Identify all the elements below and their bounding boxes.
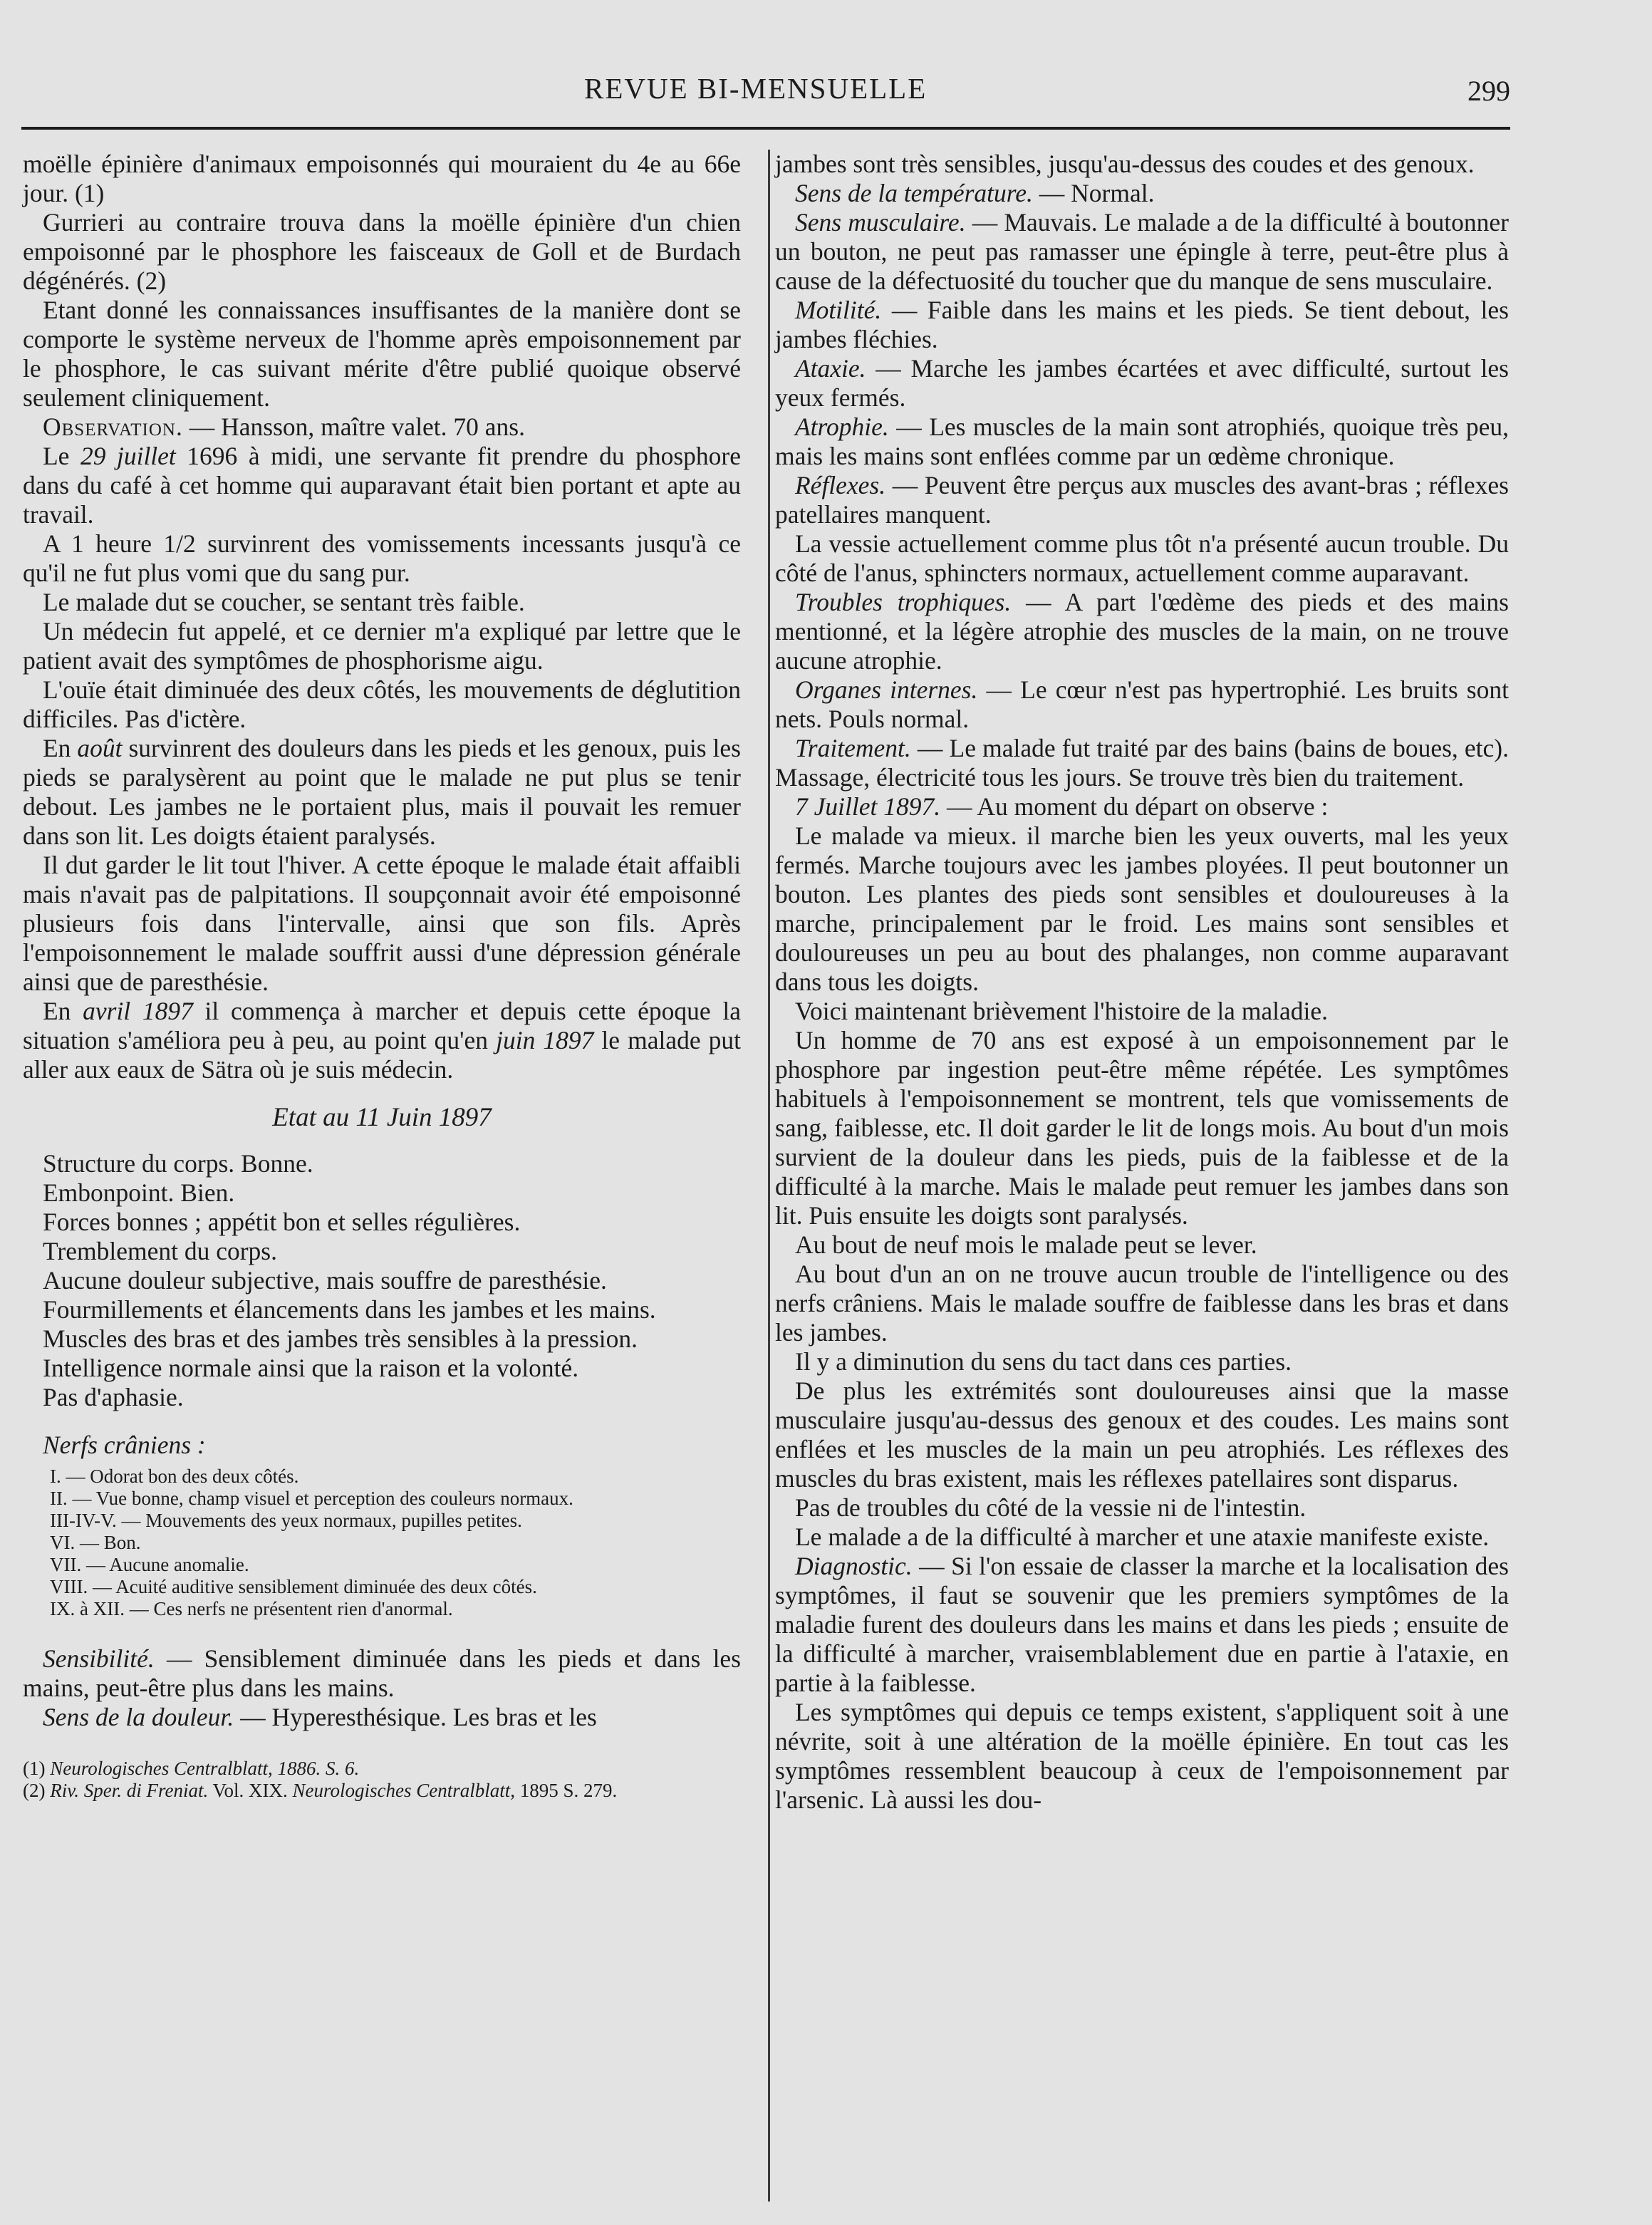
list-item: Fourmillements et élancements dans les jambes et les mains. [43, 1295, 656, 1324]
text-run: le malade put aller aux eaux de Sätra où je suis médecin. [23, 1026, 741, 1084]
footnote-text: Vol. XIX. [208, 1780, 293, 1801]
paragraph [23, 1703, 741, 1732]
list-item: Aucune douleur subjective, mais souffre de paresthésie. [43, 1266, 607, 1295]
footnote-text: 1895 S. 279. [514, 1780, 618, 1801]
state-list [23, 1149, 741, 1412]
footnote [23, 1780, 741, 1802]
text-run: — Hyperesthésique. Les bras et les [234, 1703, 597, 1731]
list-item: I. — Odorat bon des deux côtés. [50, 1466, 299, 1487]
date-run: 7 Juillet 1897. [795, 792, 941, 821]
term-label: Réflexes. [795, 471, 886, 499]
paragraph: Pas de troubles du côté de la vessie ni de l'intestin. [795, 1493, 1306, 1522]
paragraph: Un médecin fut appelé, et ce dernier m'a expliqué par lettre que le patient avait des symptômes de phosphorisme aigu. [23, 617, 741, 675]
text-run: — Faible dans les mains et les pieds. Se tient debout, les jambes fléchies. [775, 296, 1509, 353]
text-run: — Marche les jambes écartées et avec difficulté, surtout les yeux fermés. [775, 354, 1509, 412]
paragraph: Au bout de neuf mois le malade peut se lever. [795, 1230, 1257, 1259]
list-item: IX. à XII. — Ces nerfs ne présentent rien d'anormal. [50, 1598, 453, 1619]
paragraph: Un homme de 70 ans est exposé à un empoisonnement par le phosphore par ingestion peut-être même répétée. Les symptômes habituels à l'empoisonnement se montrent, tels que vomissements de sang, faiblesse, etc. Il doit garder le lit de longs mois. Au bout d'un mois survient de la douleur dans les pieds, puis de la faiblesse et de la difficulté à la marche. Mais le malade peut remuer les jambes dans son lit. Puis ensuite les doigts sont paralysés. [775, 1026, 1509, 1230]
date-run: 29 juillet [80, 442, 176, 470]
date-run: août [77, 734, 123, 762]
text-run: — Normal. [1032, 179, 1155, 207]
list-item: Muscles des bras et des jambes très sensibles à la pression. [43, 1324, 638, 1353]
text-run: — Sensiblement diminuée dans les pieds et dans les mains, peut-être plus dans les mains. [23, 1644, 741, 1702]
paragraph: Il y a diminution du sens du tact dans ces parties. [795, 1347, 1292, 1376]
paragraph: jambes sont très sensibles, jusqu'au-dessus des coudes et des genoux. [775, 150, 1475, 178]
date-run: juin 1897 [496, 1026, 594, 1054]
paragraph [23, 442, 741, 529]
list-item: VII. — Aucune anomalie. [50, 1554, 249, 1575]
paragraph: Le malade dut se coucher, se sentant très faible. [43, 588, 525, 616]
paragraph [775, 471, 1509, 529]
paragraph: A 1 heure 1/2 survinrent des vomissements incessants jusqu'à ce qu'il ne fut plus vomi que du sang pur. [23, 529, 741, 587]
term-label: Traitement. [795, 734, 911, 762]
column-divider [768, 150, 770, 2201]
list-item: Intelligence normale ainsi que la raison et la volonté. [43, 1354, 579, 1382]
list-item: Forces bonnes ; appétit bon et selles régulières. [43, 1208, 521, 1236]
paragraph [23, 1644, 741, 1703]
footnote-text: Neurologisches Centralblatt, 1886. S. 6. [50, 1758, 360, 1779]
text-run: En [43, 734, 78, 762]
term-label: Atrophie. [795, 413, 889, 441]
page-number: 299 [1467, 75, 1510, 107]
list-item: II. — Vue bonne, champ visuel et perception des couleurs normaux. [50, 1488, 573, 1509]
cranial-nerves-list [50, 1466, 741, 1620]
text-run: il commença à marcher et depuis cette époque la situation s'améliora peu à peu, au point qu'en [23, 997, 741, 1054]
term-label: Diagnostic. [795, 1552, 913, 1580]
paragraph: Le malade a de la difficulté à marcher et une ataxie manifeste existe. [795, 1523, 1490, 1551]
footnote-number: (1) [23, 1758, 51, 1779]
list-item: Pas d'aphasie. [43, 1383, 184, 1411]
paragraph [775, 208, 1509, 296]
paragraph [775, 675, 1509, 734]
page-header [28, 71, 1510, 111]
paragraph: La vessie actuellement comme plus tôt n'a présenté aucun trouble. Du côté de l'anus, sphincters normaux, actuellement comme auparavant. [775, 529, 1509, 587]
list-item: VIII. — Acuité auditive sensiblement diminuée des deux côtés. [50, 1576, 537, 1597]
paragraph [775, 179, 1509, 208]
text-run: — A part l'œdème des pieds et des mains mentionné, et la légère atrophie des muscles de la main, on ne trouve aucune atrophie. [775, 588, 1509, 675]
footnote-number: (2) [23, 1780, 51, 1801]
list-item: III-IV-V. — Mouvements des yeux normaux, pupilles petites. [50, 1510, 522, 1531]
text-run: — Le malade fut traité par des bains (bains de boues, etc). Massage, électricité tous les jours. Se trouve très bien du traitement. [775, 734, 1509, 792]
left-column [23, 150, 741, 1802]
observation-text: — Hansson, maître valet. 70 ans. [182, 413, 525, 441]
term-label: Sens de la température. [795, 179, 1033, 207]
observation-paragraph [23, 413, 741, 442]
paragraph [775, 354, 1509, 413]
footnote [23, 1758, 741, 1780]
term-label: Troubles trophiques. [795, 588, 1012, 616]
paragraph: Au bout d'un an on ne trouve aucun trouble de l'intelligence ou des nerfs crâniens. Mais le malade souffre de faiblesse dans les bras et dans les jambes. [775, 1260, 1509, 1347]
paragraph: Les symptômes qui depuis ce temps existent, s'appliquent soit à une névrite, soit à une altération de la moëlle épinière. En tout cas les symptômes ressemblent beaucoup à ceux de l'empoisonnement par l'arsenic. Là aussi les dou- [775, 1698, 1509, 1814]
paragraph: moëlle épinière d'animaux empoisonnés qui mouraient du 4e au 66e jour. (1) [23, 150, 741, 207]
paragraph [775, 792, 1509, 821]
paragraph [775, 734, 1509, 792]
paragraph: L'ouïe était diminuée des deux côtés, les mouvements de déglutition difficiles. Pas d'ictère. [23, 675, 741, 733]
text-run: — Peuvent être perçus aux muscles des avant-bras ; réflexes patellaires manquent. [775, 471, 1509, 529]
footnote-text: Riv. Sper. di Freniat. [50, 1780, 209, 1801]
text-run: — Le cœur n'est pas hypertrophié. Les bruits sont nets. Pouls normal. [775, 675, 1509, 733]
paragraph [775, 588, 1509, 675]
paragraph [775, 296, 1509, 354]
text-run: Le [43, 442, 80, 470]
list-item: Tremblement du corps. [43, 1237, 277, 1265]
paragraph: Gurrieri au contraire trouva dans la moëlle épinière d'un chien empoisonné par le phosphore les faisceaux de Goll et de Burdach dégénérés. (2) [23, 208, 741, 295]
text-run: survinrent des douleurs dans les pieds et les genoux, puis les pieds se paralysèrent au point que le malade ne put plus se tenir debout. Les jambes ne le portaient plus, mais il pouvait les remuer dans son lit. Les doigts étaient paralysés. [23, 734, 741, 850]
paragraph [775, 413, 1509, 471]
term-label: Motilité. [795, 296, 882, 324]
text-run: — Les muscles de la main sont atrophiés, quoique très peu, mais les mains sont enflées comme par un œdème chronique. [775, 413, 1509, 470]
text-run: 1696 à midi, une servante fit prendre du phosphore dans du café à cet homme qui auparavant était bien portant et apte au travail. [23, 442, 741, 529]
footnote-text: Neurologisches Centralblatt, [292, 1780, 515, 1801]
paragraph: Voici maintenant brièvement l'histoire de la maladie. [795, 997, 1329, 1025]
date-run: avril 1897 [83, 997, 193, 1025]
term-label: Organes internes. [795, 675, 978, 704]
footnotes [23, 1758, 741, 1802]
text-run: — Si l'on essaie de classer la marche et la localisation des symptômes, il faut se souvenir que les premiers symptômes de la maladie furent des douleurs dans les mains et dans les pieds ; ensuite de la difficulté à marcher, vraisemblablement due en partie à l'ataxie, en partie à la faiblesse. [775, 1552, 1509, 1697]
paragraph [23, 734, 741, 851]
term-label: Sens de la douleur. [43, 1703, 234, 1731]
header-rule [21, 127, 1510, 130]
term-label: Ataxie. [795, 354, 866, 383]
text-run: En [43, 997, 83, 1025]
paragraph: Etant donné les connaissances insuffisantes de la manière dont se comporte le système nerveux de l'homme après empoisonnement par le phosphore, le cas suivant mérite d'être publié quoique observé seulement cliniquement. [23, 296, 741, 412]
text-run: — Au moment du départ on observe : [940, 792, 1329, 821]
paragraph: Il dut garder le lit tout l'hiver. A cette époque le malade était affaibli mais n'avait pas de palpitations. Il soupçonnait avoir été empoisonné plusieurs fois dans l'intervalle, ainsi que son fils. Après l'empoisonnement le malade souffrit aussi d'une dépression générale ainsi que de paresthésie. [23, 851, 741, 996]
list-item: Embonpoint. Bien. [43, 1178, 235, 1207]
paragraph [23, 997, 741, 1084]
term-label: Sensibilité. [43, 1644, 155, 1673]
paragraph: Le malade va mieux. il marche bien les yeux ouverts, mal les yeux fermés. Marche toujours avec les jambes ployées. Il peut boutonner un bouton. Les plantes des pieds sont sensibles et douloureuses à la marche, principalement par le froid. Les mains sont sensibles et douloureuses un peu au bout des phalanges, non comme auparavant dans tous les doigts. [775, 821, 1509, 996]
right-column [775, 150, 1509, 1815]
section-title: Etat au 11 Juin 1897 [272, 1103, 492, 1132]
paragraph [775, 1552, 1509, 1698]
subsection-title: Nerfs crâniens : [43, 1431, 206, 1459]
journal-title: REVUE BI-MENSUELLE [584, 72, 928, 105]
observation-label: Observation. [43, 413, 183, 441]
text-run: — Mauvais. Le malade a de la difficulté à boutonner un bouton, ne peut pas ramasser une épingle à terre, peut-être plus à cause de la défectuosité du toucher que du manque de sens musculaire. [775, 208, 1509, 295]
list-item: Structure du corps. Bonne. [43, 1149, 313, 1178]
term-label: Sens musculaire. [795, 208, 966, 237]
paragraph: De plus les extrémités sont douloureuses ainsi que la masse musculaire jusqu'au-dessus des genoux et des coudes. Les mains sont enflées et les muscles de la main un peu atrophiés. Les réflexes des muscles du bras existent, mais les réflexes patellaires sont disparus. [775, 1376, 1509, 1493]
list-item: VI. — Bon. [50, 1532, 141, 1553]
